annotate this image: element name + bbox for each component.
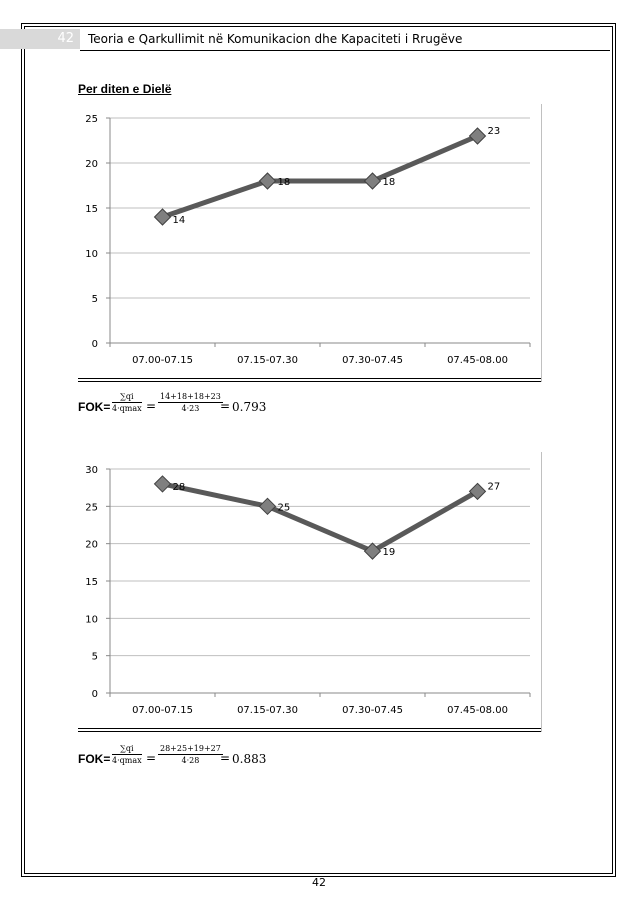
formula-2-rhs-fraction [158,744,223,765]
chart-2-y-tick-label: 30 [85,465,98,476]
formula-1-lhs-numerator: ∑qi [112,392,142,403]
chart-1-bottom-rule-2 [78,381,541,382]
chart-1-data-label: 18 [277,177,291,188]
chart-2-data-point [260,498,276,514]
formula-1-rhs-numerator: 14+18+18+23 [160,392,221,401]
chart-2 [78,452,542,728]
formula-1 [78,392,378,422]
footer-page-number: 42 [312,876,326,889]
formula-1-label: FOK= [78,400,111,414]
chart-1-y-tick-label: 20 [85,159,98,170]
formula-2-rhs-numerator: 28+25+19+27 [160,744,221,753]
chart-1-container [78,104,542,382]
chart-1 [78,104,542,378]
formula-2-result: 0.883 [232,752,267,766]
chart-1-bottom-rule [78,378,541,379]
formula-2-label: FOK= [78,752,111,766]
section-heading: Per diten e Dielë [78,82,172,96]
chart-1-data-point [365,173,381,189]
chart-1-y-tick-label: 25 [85,114,98,125]
formula-1-result: 0.793 [232,400,267,414]
chart-1-series-line [163,136,478,217]
formula-1-lhs-denominator: 4·qmax [112,404,142,413]
chart-2-x-tick-label: 07.15-07.30 [237,705,298,716]
chart-1-y-tick-label: 10 [85,249,98,260]
formula-1-equals-1: = [146,399,157,413]
chart-2-data-label: 25 [277,502,291,514]
formula-2-rhs-denominator: 4·28 [181,756,200,765]
formula-1-rhs-fraction [158,392,223,413]
header-title: Teoria e Qarkullimit në Komunikacion dhe Kapaciteti i Rrugëve [88,32,463,46]
chart-1-data-point [155,209,171,225]
chart-2-y-tick-label: 0 [91,689,98,700]
chart-2-data-point [155,476,171,492]
formula-1-rhs-denominator: 4·23 [181,404,200,413]
chart-1-x-tick-label: 07.45-08.00 [447,355,508,366]
formula-2-equals-2: = [220,751,231,765]
formula-1-lhs-fraction [112,392,142,413]
chart-1-x-tick-label: 07.30-07.45 [342,355,403,366]
chart-2-y-tick-label: 10 [85,614,98,626]
chart-1-data-label: 18 [382,177,396,188]
chart-1-y-tick-label: 15 [85,204,98,215]
formula-2-lhs-denominator: 4·qmax [112,756,142,765]
page-header [0,29,612,49]
header-rule [80,50,610,51]
chart-2-x-tick-label: 07.45-08.00 [447,705,508,716]
chart-2-bottom-rule-2 [78,731,541,732]
chart-2-bottom-rule [78,728,541,729]
chart-2-y-tick-label: 15 [85,577,98,588]
chart-2-x-tick-label: 07.00-07.15 [132,705,193,716]
chart-1-x-tick-label: 07.15-07.30 [237,355,298,366]
formula-2-equals-1: = [146,751,157,765]
chart-1-data-label: 23 [487,126,501,137]
chart-2-data-label: 28 [172,481,186,493]
chart-2-y-tick-label: 5 [91,651,98,663]
chart-2-y-tick-label: 25 [85,502,98,514]
formula-1-equals-2: = [220,399,231,413]
chart-1-y-tick-label: 0 [91,339,98,350]
chart-1-data-point [260,173,276,189]
chart-2-x-tick-label: 07.30-07.45 [342,705,403,716]
formula-2-lhs-numerator: ∑qi [112,744,142,755]
chart-2-y-tick-label: 20 [85,539,98,551]
header-page-number: 42 [0,29,80,49]
chart-2-data-label: 19 [382,547,396,559]
chart-1-x-tick-label: 07.00-07.15 [132,355,193,366]
chart-1-data-point [470,128,486,144]
chart-1-y-tick-label: 5 [91,294,98,305]
chart-2-data-label: 27 [487,481,501,493]
formula-2-lhs-fraction [112,744,142,765]
chart-2-series-line [163,481,478,551]
chart-2-container [78,452,542,732]
formula-2 [78,744,378,774]
chart-1-data-label: 14 [172,215,186,226]
